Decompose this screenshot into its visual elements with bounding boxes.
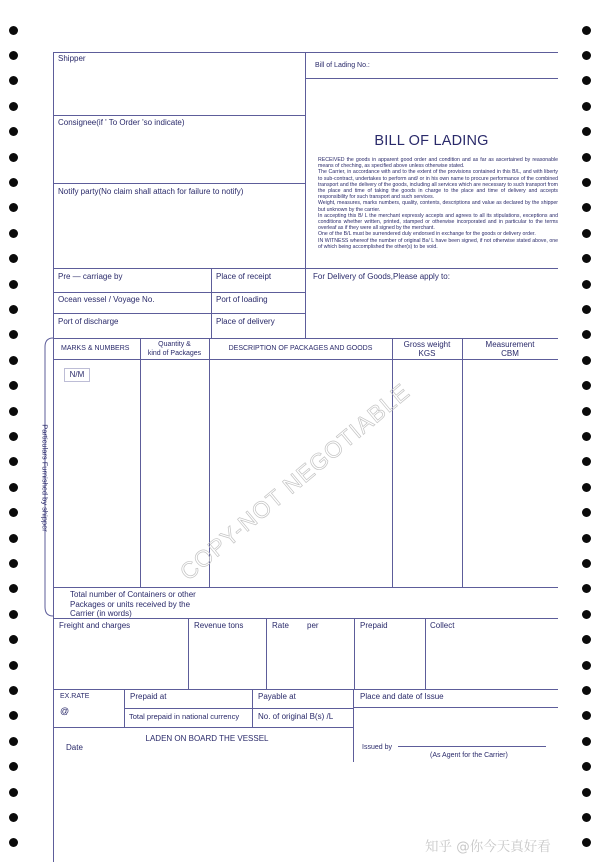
feed-hole (9, 762, 18, 771)
feed-hole (582, 432, 591, 441)
goods-col-line-1 (140, 338, 141, 587)
feed-hole (582, 737, 591, 746)
feed-hole (582, 407, 591, 416)
watermark-text: COPY-NOT NEGOTIABLE (174, 378, 415, 586)
place-date-issue-label: Place and date of Issue (360, 692, 444, 701)
gross-weight-header-line1: Gross weight (403, 340, 451, 349)
delivery-apply-label: For Delivery of Goods,Please apply to: (313, 272, 450, 281)
goods-top-line (53, 338, 558, 339)
feed-hole (582, 711, 591, 720)
port-of-discharge-label: Port of discharge (58, 317, 119, 326)
feed-hole (582, 559, 591, 568)
goods-col-line-3 (392, 338, 393, 587)
feed-hole (582, 534, 591, 543)
feed-hole (9, 356, 18, 365)
freight-col-line-2 (266, 618, 267, 690)
feed-hole (582, 229, 591, 238)
feed-hole (582, 610, 591, 619)
revenue-tons-label: Revenue tons (194, 621, 244, 630)
feed-hole (582, 838, 591, 847)
feed-hole (582, 457, 591, 466)
feed-hole (9, 407, 18, 416)
feed-hole (9, 76, 18, 85)
feed-hole (9, 534, 18, 543)
feed-hole (9, 153, 18, 162)
freight-col-line-3 (354, 618, 355, 690)
feed-hole (9, 254, 18, 263)
freight-charges-label: Freight and charges (59, 621, 131, 630)
place-of-delivery-label: Place of delivery (216, 317, 275, 326)
feed-hole (582, 102, 591, 111)
feed-hole (582, 280, 591, 289)
payment-mid-line (124, 708, 353, 709)
bl-number-line (305, 78, 558, 79)
feed-hole (9, 229, 18, 238)
terms-received: RECEIVED the goods in apparent good order and condition and as far as ascertained by reasonable means of cheching, as specified above unless otherwise stated. (318, 157, 558, 170)
feed-hole (9, 813, 18, 822)
feed-hole (582, 508, 591, 517)
feed-hole (582, 483, 591, 492)
feed-hole (582, 330, 591, 339)
pre-carriage-label: Pre — carriage by (58, 272, 123, 281)
terms-carrier: The Carrier, in accordance with and to the extent of the provisions contained in this B/L, and with liberty to sub-contract, undertakes to perform and/ or in his own name to procure performance of the combined transport and the delivery of the goods, including all services which are necessary to such transport from the place and time of taking the goods in charge to the place and time of delivery and accepts responsibility for such transport and such services. (318, 169, 558, 201)
consignee-bottom-line (53, 183, 305, 184)
measurement-header-line2: CBM (501, 349, 519, 358)
collect-label: Collect (430, 621, 455, 630)
feed-hole (582, 51, 591, 60)
total-containers-line1: Total number of Containers or other (70, 590, 196, 599)
payment-top-line (53, 689, 558, 690)
measurement-header-line1: Measurement (485, 340, 535, 349)
issued-by-label: Issued by (362, 744, 392, 751)
rate-label: Rate (272, 621, 289, 630)
agent-for-carrier-label: (As Agent for the Carrier) (430, 752, 508, 759)
feed-hole (582, 26, 591, 35)
feed-hole (582, 635, 591, 644)
feed-hole (9, 51, 18, 60)
port-of-loading-label: Port of loading (216, 295, 268, 304)
feed-hole (9, 127, 18, 136)
feed-hole (9, 305, 18, 314)
frame-mid-line (305, 52, 306, 338)
at-symbol: @ (60, 706, 70, 716)
feed-hole (582, 584, 591, 593)
payment-col-line-3 (353, 689, 354, 762)
place-of-receipt-label: Place of receipt (216, 272, 272, 281)
terms-accepting: In accepting this B/ L the merchant expressly accepts and agrees to all its stipulations, exceptions and conditions whether written, printed, stamped or otherwise incorporated and in particular to the terms overleaf as if they were all signed by the merchant. (318, 212, 558, 232)
feed-hole (9, 584, 18, 593)
feed-hole (582, 178, 591, 187)
description-header: DESCRIPTION OF PACKAGES AND GOODS (228, 345, 373, 352)
feed-hole (582, 305, 591, 314)
total-containers-line3: Carrier (in words) (70, 609, 132, 618)
notify-party-label: Notify party(No claim shall attach for failure to notify) (58, 187, 244, 196)
per-label: per (307, 621, 319, 630)
total-prepaid-label: Total prepaid in national currency (129, 712, 240, 721)
feed-hole (9, 610, 18, 619)
consignee-label: Consignee(if ' To Order 'so indicate) (58, 118, 185, 127)
terms-weight: Weight, measures, marks numbers, quality, contents, descriptions and value as declared by the shipper but unknown by the carrier. (318, 200, 558, 213)
feed-hole (582, 153, 591, 162)
goods-header-line (53, 359, 558, 360)
feed-hole (582, 686, 591, 695)
total-containers-line2: Packages or units received by the (70, 599, 191, 609)
ocean-vessel-label: Ocean vessel / Voyage No. (58, 295, 155, 304)
feed-hole (582, 813, 591, 822)
side-label: Particulars Furnished by shipper (40, 424, 50, 532)
feed-hole (9, 711, 18, 720)
terms-surrender: One of the B/L must be surrendered duly endorsed in exchange for the goods or delivery order. (318, 231, 536, 238)
freight-top-line (53, 618, 558, 619)
feed-hole (582, 661, 591, 670)
marks-numbers-header: MARKS & NUMBERS (61, 345, 130, 352)
feed-hole (582, 788, 591, 797)
gross-weight-header-line2: KGS (418, 349, 436, 358)
feed-hole (9, 483, 18, 492)
routing-top-line (53, 268, 558, 269)
marks-value-box: N/M (64, 368, 90, 382)
terms-witness: IN WITNESS whereof the number of original Bs/ L have been signed, if not otherwise stated above, one of which being accomplished the other(s) to be void. (318, 237, 558, 250)
shipper-label: Shipper (58, 54, 86, 63)
feed-hole (582, 76, 591, 85)
payable-at-label: Payable at (258, 692, 296, 701)
no-original-bl-label: No. of original B(s) /L (258, 712, 334, 721)
freight-col-line-4 (425, 618, 426, 690)
signature-line (398, 746, 546, 747)
feed-hole (9, 26, 18, 35)
feed-hole (9, 508, 18, 517)
feed-hole (9, 178, 18, 187)
feed-hole (582, 381, 591, 390)
prepaid-label: Prepaid (360, 621, 388, 630)
laden-on-board-label: LADEN ON BOARD THE VESSEL (145, 734, 269, 743)
feed-hole (9, 737, 18, 746)
routing-divider-line (211, 268, 212, 338)
goods-bottom-line (53, 587, 558, 588)
feed-hole (9, 203, 18, 212)
bl-number-label: Bill of Lading No.: (315, 62, 370, 69)
footer-watermark: 知乎 @你今天真好看 (425, 839, 551, 855)
goods-col-line-4 (462, 338, 463, 587)
issue-place-line (353, 707, 558, 708)
prepaid-at-label: Prepaid at (130, 692, 167, 701)
routing-line-3 (53, 313, 305, 314)
freight-col-line-1 (188, 618, 189, 690)
quantity-header-line1: Quantity & (158, 341, 191, 348)
feed-hole (9, 838, 18, 847)
feed-hole (582, 127, 591, 136)
laden-top-line (53, 727, 353, 728)
feed-hole (9, 661, 18, 670)
feed-hole (9, 686, 18, 695)
feed-hole (9, 330, 18, 339)
shipper-bottom-line (53, 115, 305, 116)
feed-hole (9, 381, 18, 390)
ex-rate-label: EX.RATE (60, 693, 90, 700)
date-label: Date (66, 743, 83, 752)
feed-hole (9, 280, 18, 289)
feed-hole (582, 356, 591, 365)
feed-hole (582, 762, 591, 771)
feed-hole (9, 559, 18, 568)
feed-hole (9, 788, 18, 797)
feed-hole (9, 102, 18, 111)
feed-hole (9, 432, 18, 441)
feed-hole (9, 457, 18, 466)
routing-line-2 (53, 292, 305, 293)
feed-hole (582, 254, 591, 263)
quantity-header-line2: kind of Packages (147, 350, 202, 357)
terms-and-conditions (318, 157, 558, 250)
feed-hole (9, 635, 18, 644)
feed-hole (582, 203, 591, 212)
document-title: BILL OF LADING (374, 133, 489, 149)
